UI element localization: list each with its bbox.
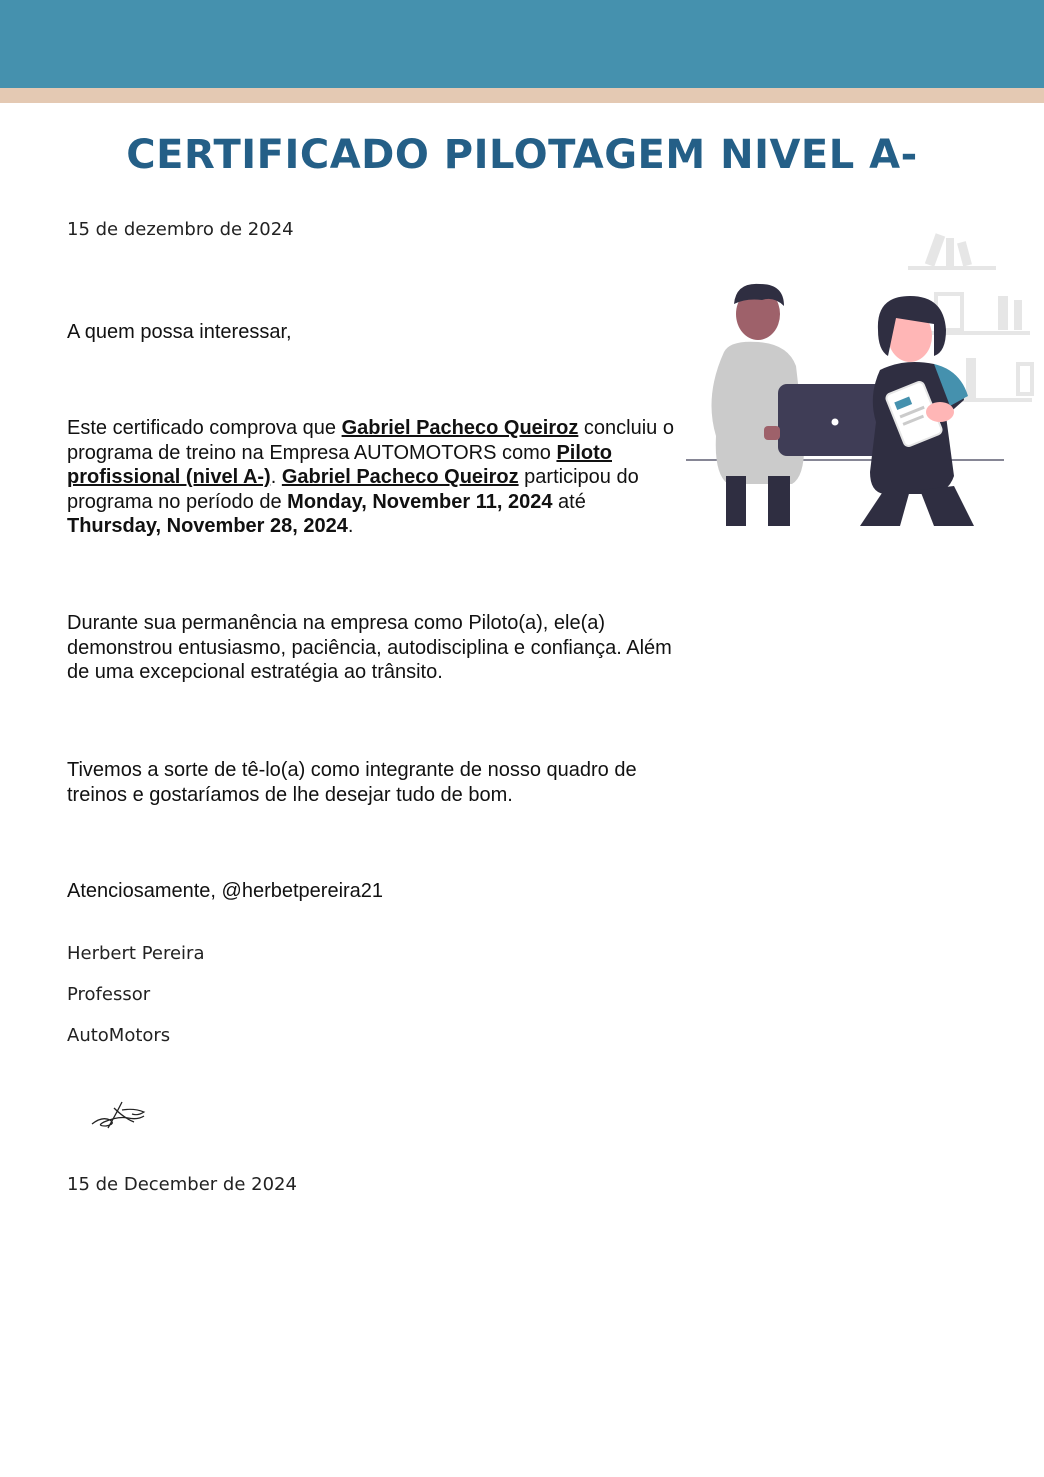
greeting: A quem possa interessar, xyxy=(67,321,292,343)
issue-date: 15 de dezembro de 2024 xyxy=(67,219,294,240)
recipient-role: Piloto profissional (nivel A-) xyxy=(67,441,612,488)
recipient-name: Gabriel Pacheco Queiroz xyxy=(341,417,579,439)
statement-text-3: . xyxy=(270,466,282,488)
statement-text-1: Este certificado comprova que xyxy=(67,417,342,439)
handwritten-signature xyxy=(88,1096,152,1132)
signer-role: Professor xyxy=(67,984,151,1005)
signature-date: 15 de December de 2024 xyxy=(67,1174,297,1195)
performance-paragraph: Durante sua permanência na empresa como Piloto(a), ele(a) demonstrou entusiasmo, paciência, autodisciplina e confiança. Além de uma excepcional estratégia ao trânsito. xyxy=(67,612,672,683)
statement-text-5: até xyxy=(552,490,586,513)
recipient-name-repeat: Gabriel Pacheco Queiroz xyxy=(281,466,519,488)
certificate-statement xyxy=(67,416,677,539)
signer-company: AutoMotors xyxy=(67,1025,171,1046)
people-laptop-illustration xyxy=(684,226,1034,528)
statement-text-6: . xyxy=(347,515,354,537)
signer-name: Herbert Pereira xyxy=(67,943,205,964)
program-start-date: Monday, November 11, 2024 xyxy=(287,490,553,513)
header-band xyxy=(0,0,1044,88)
statement-text-2: concluiu o programa de treino na Empresa AUTOMOTORS como xyxy=(67,417,674,464)
farewell-paragraph: Tivemos a sorte de tê-lo(a) como integrante de nosso quadro de treinos e gostaríamos de lhe desejar tudo de bom. xyxy=(67,759,637,806)
header-stripe xyxy=(0,88,1044,103)
program-end-date: Thursday, November 28, 2024 xyxy=(67,515,348,537)
statement-text-4: participou do programa no período de xyxy=(67,466,639,513)
certificate-title: CERTIFICADO PILOTAGEM NIVEL A- xyxy=(126,132,918,178)
closing-line: Atenciosamente, @herbetpereira21 xyxy=(67,880,384,902)
